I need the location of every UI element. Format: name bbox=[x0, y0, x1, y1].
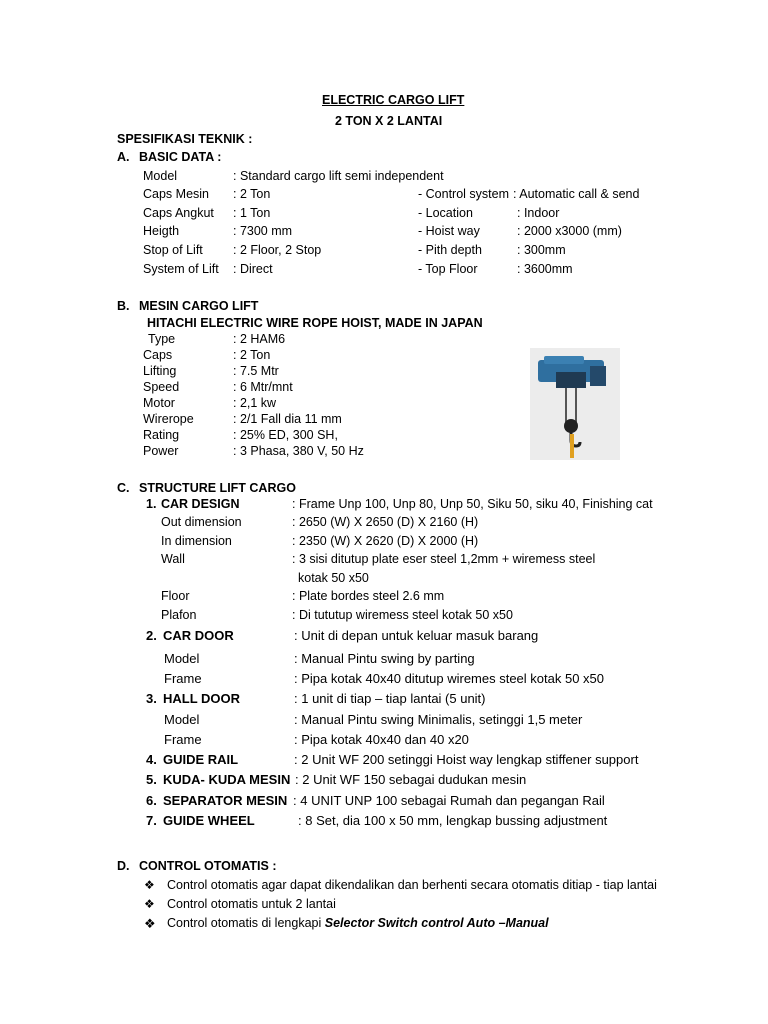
section-b-heading: MESIN CARGO LIFT bbox=[139, 299, 259, 313]
spec-value: : 2 Floor, 2 Stop bbox=[233, 243, 322, 257]
spec-label: - Top Floor bbox=[418, 262, 478, 276]
car-door-title: CAR DOOR bbox=[163, 628, 234, 643]
guide-rail-value: : 2 Unit WF 200 setinggi Hoist way lengkap stiffener support bbox=[294, 752, 639, 767]
spec-label: Caps bbox=[143, 348, 173, 362]
spec-label: Wirerope bbox=[143, 412, 194, 426]
car-design-value: : Frame Unp 100, Unp 80, Unp 50, Siku 50, siku 40, Finishing cat bbox=[292, 497, 653, 511]
spec-label: Rating bbox=[143, 428, 180, 442]
spec-label: Lifting bbox=[143, 364, 177, 378]
spec-label: Frame bbox=[164, 671, 202, 686]
spec-value: : 2/1 Fall dia 11 mm bbox=[233, 412, 342, 426]
kuda-kuda-mesin-value: : 2 Unit WF 150 sebagai dudukan mesin bbox=[295, 772, 527, 787]
spec-label: Model bbox=[143, 169, 178, 183]
spec-value: : Di tututup wiremess steel kotak 50 x50 bbox=[292, 608, 513, 622]
hoist-product-photo bbox=[530, 348, 620, 460]
spec-value: : 300mm bbox=[517, 243, 566, 257]
spec-label: Wall bbox=[161, 552, 185, 566]
spec-value: : Indoor bbox=[517, 206, 560, 220]
section-a-letter: A. bbox=[117, 150, 130, 164]
spec-label: Motor bbox=[143, 396, 175, 410]
guide-wheel-title: GUIDE WHEEL bbox=[163, 813, 255, 828]
document-title: ELECTRIC CARGO LIFT bbox=[322, 93, 465, 107]
hall-door-title: HALL DOOR bbox=[163, 691, 241, 706]
item-number: 3. bbox=[146, 691, 157, 706]
spec-label: Plafon bbox=[161, 608, 197, 622]
separator-mesin-value: : 4 UNIT UNP 100 sebagai Rumah dan pegangan Rail bbox=[293, 793, 605, 808]
document-subtitle: 2 TON X 2 LANTAI bbox=[335, 114, 443, 128]
spec-label: Model bbox=[164, 712, 200, 727]
spec-label: - Location bbox=[418, 206, 473, 220]
spec-value: : 2 Ton bbox=[233, 348, 271, 362]
spec-value: : Plate bordes steel 2.6 mm bbox=[292, 589, 445, 603]
spec-value: : 25% ED, 300 SH, bbox=[233, 428, 338, 442]
spec-label: Model bbox=[164, 651, 200, 666]
spec-value: kotak 50 x50 bbox=[298, 571, 369, 585]
spec-value: : Pipa kotak 40x40 ditutup wiremes steel kotak 50 x50 bbox=[294, 671, 605, 686]
bullet-text: Control otomatis agar dapat dikendalikan dan berhenti secara otomatis ditiap - tiap lantai bbox=[167, 878, 657, 892]
diamond-bullet-icon: ❖ bbox=[144, 897, 155, 911]
separator-mesin-title: SEPARATOR MESIN bbox=[163, 793, 288, 808]
spec-value: : 1 Ton bbox=[233, 206, 271, 220]
spec-value: : 2350 (W) X 2620 (D) X 2000 (H) bbox=[292, 534, 479, 548]
spec-label: - Control system bbox=[418, 187, 509, 201]
spec-value: : Pipa kotak 40x40 dan 40 x20 bbox=[294, 732, 469, 747]
spec-value: : 2,1 kw bbox=[233, 396, 277, 410]
section-c-heading: STRUCTURE LIFT CARGO bbox=[139, 481, 296, 495]
kuda-kuda-mesin-title: KUDA- KUDA MESIN bbox=[163, 772, 291, 787]
spec-value: : 2650 (W) X 2650 (D) X 2160 (H) bbox=[292, 515, 479, 529]
bullet-text bbox=[167, 916, 549, 931]
spec-label: Caps Mesin bbox=[143, 187, 209, 201]
spec-label: - Pith depth bbox=[418, 243, 482, 257]
spec-label: Type bbox=[148, 332, 176, 346]
spec-label: In dimension bbox=[161, 534, 232, 548]
item-number: 4. bbox=[146, 752, 157, 767]
section-d-letter: D. bbox=[117, 859, 130, 873]
spec-label: Caps Angkut bbox=[143, 206, 214, 220]
spec-value: : Manual Pintu swing Minimalis, setinggi 1,5 meter bbox=[294, 712, 583, 727]
section-b-letter: B. bbox=[117, 299, 130, 313]
spec-value: : Automatic call & send bbox=[513, 187, 640, 201]
spec-value: : 7.5 Mtr bbox=[233, 364, 279, 378]
spec-label: Stop of Lift bbox=[143, 243, 203, 257]
guide-rail-title: GUIDE RAIL bbox=[163, 752, 239, 767]
spec-label: - Hoist way bbox=[418, 224, 480, 238]
item-number: 7. bbox=[146, 813, 157, 828]
bullet-text: Control otomatis untuk 2 lantai bbox=[167, 897, 336, 911]
diamond-bullet-icon: ❖ bbox=[144, 916, 156, 931]
bullet-text-prefix: Control otomatis di lengkapi bbox=[167, 916, 325, 930]
section-d-heading: CONTROL OTOMATIS : bbox=[139, 859, 277, 873]
spec-value: : 2 HAM6 bbox=[233, 332, 286, 346]
bullet-text-emphasis: Selector Switch control Auto –Manual bbox=[324, 916, 549, 930]
guide-wheel-value: : 8 Set, dia 100 x 50 mm, lengkap bussing adjustment bbox=[298, 813, 608, 828]
spec-value: : Standard cargo lift semi independent bbox=[233, 169, 444, 183]
diamond-bullet-icon: ❖ bbox=[144, 878, 155, 892]
item-number: 6. bbox=[146, 793, 157, 808]
section-c-letter: C. bbox=[117, 481, 130, 495]
spec-heading: SPESIFIKASI TEKNIK : bbox=[117, 132, 253, 146]
spec-label: Frame bbox=[164, 732, 202, 747]
spec-value: : Direct bbox=[233, 262, 273, 276]
spec-value: : 6 Mtr/mnt bbox=[233, 380, 293, 394]
spec-value: : 2000 x3000 (mm) bbox=[517, 224, 622, 238]
spec-value: : 3 sisi ditutup plate eser steel 1,2mm + wiremess steel bbox=[292, 552, 596, 566]
spec-label: Heigth bbox=[143, 224, 180, 238]
item-number: 2. bbox=[146, 628, 157, 643]
item-number: 1. bbox=[146, 497, 157, 511]
car-door-value: : Unit di depan untuk keluar masuk barang bbox=[294, 628, 539, 643]
spec-value: : 3 Phasa, 380 V, 50 Hz bbox=[233, 444, 364, 458]
spec-value: : Manual Pintu swing by parting bbox=[294, 651, 475, 666]
spec-value: : 7300 mm bbox=[233, 224, 293, 238]
spec-label: System of Lift bbox=[143, 262, 219, 276]
section-b-subheading: HITACHI ELECTRIC WIRE ROPE HOIST, MADE IN JAPAN bbox=[147, 316, 483, 330]
car-design-title: CAR DESIGN bbox=[161, 497, 240, 511]
item-number: 5. bbox=[146, 772, 157, 787]
spec-label: Speed bbox=[143, 380, 180, 394]
spec-label: Power bbox=[143, 444, 179, 458]
spec-label: Out dimension bbox=[161, 515, 242, 529]
hall-door-value: : 1 unit di tiap – tiap lantai (5 unit) bbox=[294, 691, 486, 706]
spec-label: Floor bbox=[161, 589, 190, 603]
spec-value: : 3600mm bbox=[517, 262, 573, 276]
spec-value: : 2 Ton bbox=[233, 187, 271, 201]
section-a-heading: BASIC DATA : bbox=[139, 150, 222, 164]
